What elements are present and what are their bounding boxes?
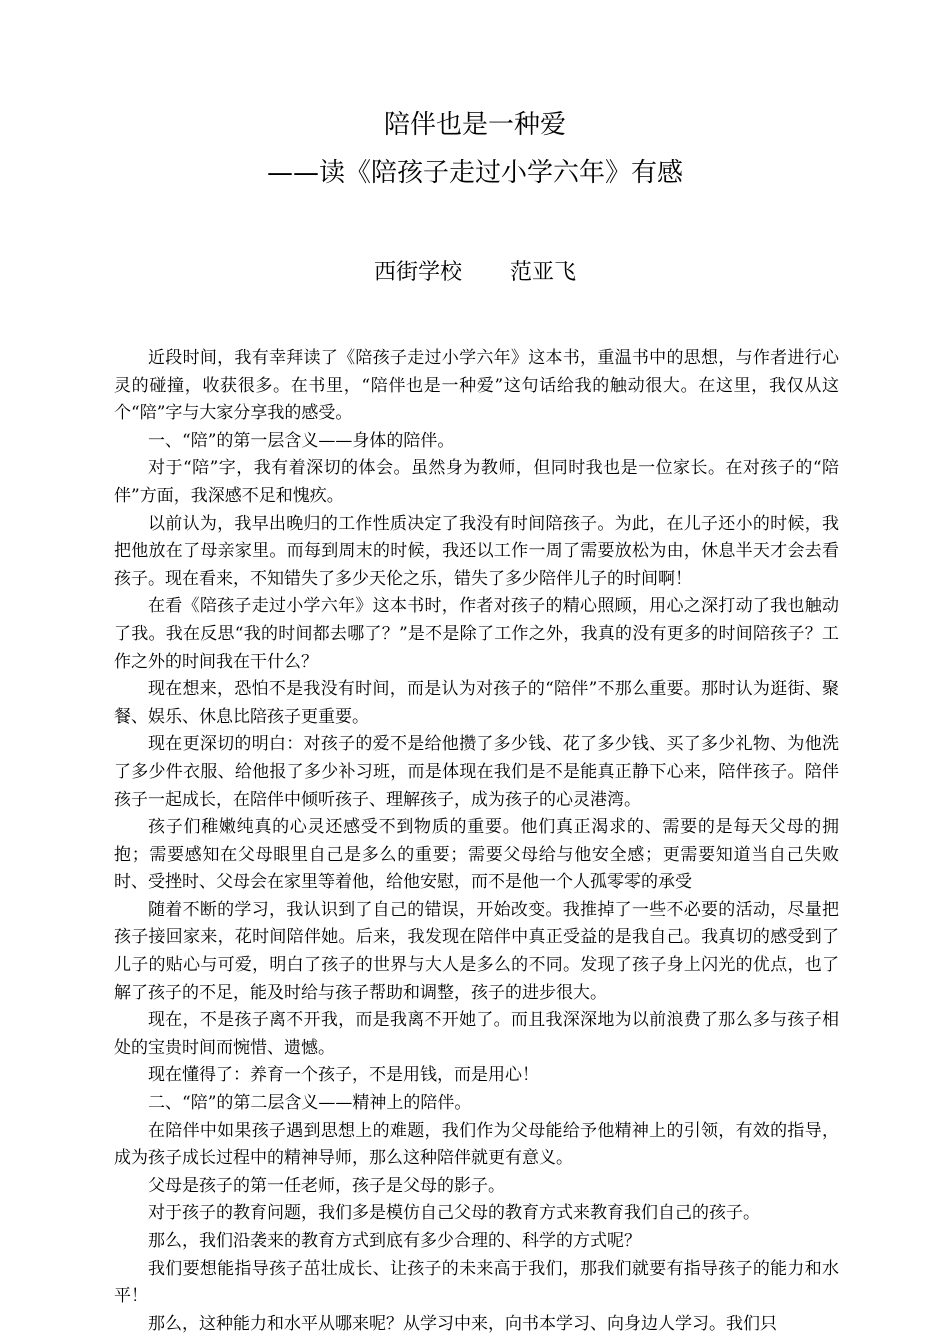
paragraph: 对于“陪”字，我有着深切的体会。虽然身为教师，但同时我也是一位家长。在对孩子的“陪伴”方面，我深感不足和愧疚。 — [114, 458, 839, 506]
page-title: 陪伴也是一种爱 — [383, 110, 566, 140]
page-subtitle: ——读《陪孩子走过小学六年》有感 — [266, 158, 683, 188]
paragraph: 那么，我们沿袭来的教育方式到底有多少合理的、科学的方式呢？ — [148, 1231, 641, 1251]
paragraph: 现在更深切的明白：对孩子的爱不是给他攒了多少钱、花了多少钱、买了多少礼物、为他洗了多少件衣服、给他报了多少补习班，而是体现在我们是不是能真正静下心来，陪伴孩子。陪伴孩子一起成长，在陪伴中倾听孩子、理解孩子，成为孩子的心灵港湾。 — [114, 734, 839, 810]
byline — [0, 258, 950, 288]
paragraph: 随着不断的学习，我认识到了自己的错误，开始改变。我推掉了一些不必要的活动，尽量把孩子接回家来，花时间陪伴她。后来，我发现在陪伴中真正受益的是我自己。我真切的感受到了儿子的贴心与可爱，明白了孩子的世界与大人是多么的不同。发现了孩子身上闪光的优点，也了解了孩子的不足，能及时给与孩子帮助和调整，孩子的进步很大。 — [114, 899, 839, 1003]
paragraph: 在陪伴中如果孩子遇到思想上的难题，我们作为父母能给予他精神上的引领，有效的指导，成为孩子成长过程中的精神导师，那么这种陪伴就更有意义。 — [114, 1120, 839, 1169]
school-name: 西街学校 — [373, 260, 462, 285]
author-name: 范亚飞 — [510, 260, 577, 285]
section-heading: 二、“陪”的第二层含义——精神上的陪伴。 — [148, 1093, 472, 1114]
paragraph: 孩子们稚嫩纯真的心灵还感受不到物质的重要。他们真正渴求的、需要的是每天父母的拥抱；需要感知在父母眼里自己是多么的重要；需要父母给与他安全感；更需要知道当自己失败时、受挫时、父母会在家里等着他，给他安慰，而不是他一个人孤零零的承受 — [114, 817, 839, 893]
paragraph: 现在，不是孩子离不开我，而是我离不开她了。而且我深深地为以前浪费了那么多与孩子相处的宝贵时间而惋惜、遗憾。 — [114, 1010, 839, 1058]
paragraph: 那么，这种能力和水平从哪来呢？从学习中来，向书本学习、向身边人学习。我们只 — [148, 1313, 777, 1334]
article-body — [114, 345, 839, 1338]
paragraph: 近段时间，我有幸拜读了《陪孩子走过小学六年》这本书，重温书中的思想，与作者进行心灵的碰撞，收获很多。在书里，“陪伴也是一种爱”这句话给我的触动很大。在这里，我仅从这个“陪”字与大家分享我的感受。 — [114, 348, 839, 424]
paragraph: 现在想来，恐怕不是我没有时间，而是认为对孩子的“陪伴”不那么重要。那时认为逛街、聚餐、娱乐、休息比陪孩子更重要。 — [114, 679, 839, 727]
paragraph: 现在懂得了：养育一个孩子，不是用钱，而是用心！ — [148, 1065, 539, 1086]
paragraph: 在看《陪孩子走过小学六年》这本书时，作者对孩子的精心照顾，用心之深打动了我也触动了我。我在反思“我的时间都去哪了？”是不是除了工作之外，我真的没有更多的时间陪孩子？工作之外的时间我在干什么？ — [114, 596, 839, 672]
paragraph: 我们要想能指导孩子茁壮成长、让孩子的未来高于我们，那我们就要有指导孩子的能力和水平！ — [114, 1258, 839, 1307]
section-heading: 一、“陪”的第一层含义——身体的陪伴。 — [148, 430, 455, 451]
paragraph: 对于孩子的教育问题，我们多是模仿自己父母的教育方式来教育我们自己的孩子。 — [148, 1203, 760, 1224]
paragraph: 父母是孩子的第一任老师，孩子是父母的影子。 — [148, 1175, 505, 1196]
paragraph: 以前认为，我早出晚归的工作性质决定了我没有时间陪孩子。为此，在儿子还小的时候，我把他放在了母亲家里。而每到周末的时候，我还以工作一周了需要放松为由，休息半天才会去看孩子。现在看来，不知错失了多少天伦之乐，错失了多少陪伴儿子的时间啊！ — [114, 513, 839, 589]
